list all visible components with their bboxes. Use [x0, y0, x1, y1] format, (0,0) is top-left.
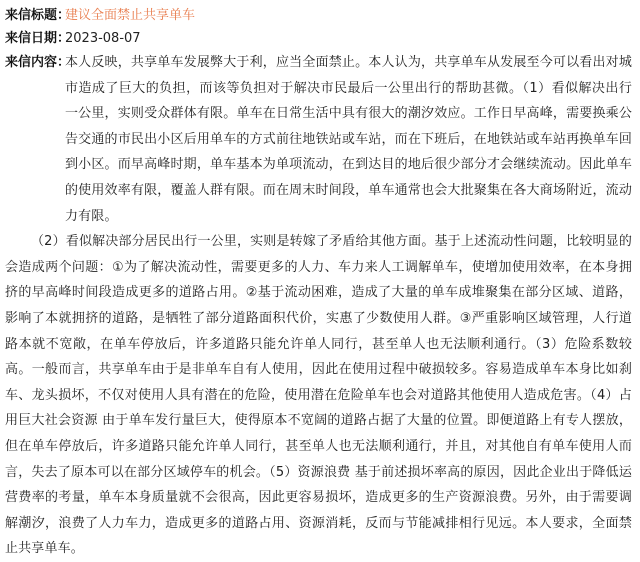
title-row: [5, 4, 632, 27]
content-paragraph-2: （2）看似解决部分居民出行一公里，实则是转嫁了矛盾给其他方面。基于上述流动性问题，比较明显的会造成两个问题：①为了解决流动性，需要更多的人力、车力来人工调解单车，使增加使用效率，在本身拥挤的早高峰时间段造成更多的道路占用。②基于流动困难，造成了大量的单车成堆聚集在部分区域、道路，影响了本就拥挤的道路，是牺牲了部分道路面积代价，实惠了少数使用人群。③严重影响区域管理，人行道路本就不宽敞，在单车停放后，许多道路只能允许单人同行，甚至单人也无法顺利通行。（3）危险系数较高。一般而言，共享单车由于是非单车自有人使用，因此在使用过程中破损较多。容易造成单车本身比如刹车、龙头损坏，不仅对使用人具有潜在的危险，使用潜在危险单车也会对道路其他使用人造成危害。（4）占用巨大社会资源 由于单车发行量巨大，使得原本不宽阔的道路占据了大量的位置。即便道路上有专人摆放，但在单车停放后，许多道路只能允许单人同行，甚至单人也无法顺利通行，并且，对其他自有单车使用人而言，失去了原本可以在部分区域停车的机会。（5）资源浪费 基于前述损坏率高的原因，因此企业出于降低运营费率的考量，单车本身质量就不会很高，因此更容易损坏，造成更多的生产资源浪费。另外，由于需要调解潮汐，浪费了人力车力，造成更多的道路占用、资源消耗，反而与节能减排相行见远。本人要求，全面禁止共享单车。: [5, 234, 632, 557]
content-label: 来信内容：: [5, 55, 71, 70]
letter-title: 建议全面禁止共享单车: [65, 8, 196, 23]
title-label: 来信标题：: [5, 8, 71, 23]
letter-date: 2023-08-07: [65, 31, 141, 46]
date-label: 来信日期：: [5, 31, 71, 46]
content-row: [5, 50, 632, 562]
date-row: [5, 27, 632, 50]
content-paragraph-1: 本人反映，共享单车发展弊大于利，应当全面禁止。本人认为，共享单车从发展至今可以看出对城市造成了巨大的负担，而该等负担对于解决市民最后一公里出行的帮助甚微。（1）看似解决出行一公里，实则受众群体有限。单车在日常生活中具有很大的潮汐效应。工作日早高峰，需要换乘公告交通的市民出小区后用单车的方式前往地铁站或车站，而在下班后，在地铁站或车站再换单车回到小区。而早高峰时期，单车基本为单项流动，在到达目的地后很少部分才会继续流动。因此单车的使用效率有限，覆盖人群有限。而在周末时间段，单车通常也会大批聚集在各大商场附近，流动力有限。: [65, 55, 632, 224]
